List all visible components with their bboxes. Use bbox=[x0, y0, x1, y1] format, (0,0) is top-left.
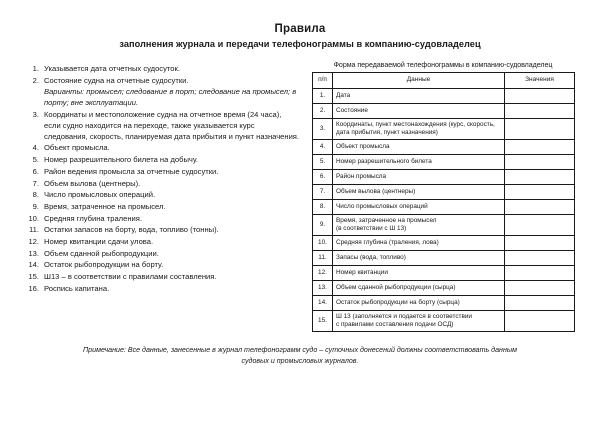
list-item-label: Остаток рыбопродукции на борту. bbox=[44, 260, 164, 270]
row-value-cell[interactable] bbox=[505, 140, 575, 155]
row-number-cell: 13. bbox=[313, 281, 333, 296]
footnote-line-1: Примечание: Все данные, занесенные в журнал телефонограмм судо – суточных донесений должны соответствовать данным bbox=[83, 346, 517, 354]
row-value-cell[interactable] bbox=[505, 185, 575, 200]
list-item-number: 1. bbox=[32, 64, 39, 73]
row-data-line: Запасы (вода, топливо) bbox=[336, 253, 406, 261]
row-value-cell[interactable] bbox=[505, 170, 575, 185]
row-data-cell bbox=[333, 170, 505, 185]
row-data-line: Остаток рыбопродукции на борту (сырца) bbox=[336, 298, 460, 306]
list-item-number: 3. bbox=[32, 109, 39, 119]
row-data-cell bbox=[333, 215, 505, 236]
row-number-cell: 15. bbox=[313, 311, 333, 332]
table-body bbox=[313, 89, 575, 332]
row-number-cell: 12. bbox=[313, 266, 333, 281]
table-row bbox=[313, 236, 575, 251]
table-row bbox=[313, 281, 575, 296]
table-row bbox=[313, 170, 575, 185]
list-item-label: Объем сданной рыбопродукции. bbox=[44, 248, 159, 258]
row-data-line: Номер квитанции bbox=[336, 268, 388, 276]
list-item-label: Номер разрешительного билета на добычу. bbox=[44, 155, 199, 165]
page-title: Правила bbox=[274, 23, 326, 35]
table-row bbox=[313, 311, 575, 332]
list-item-variants: Варианты: промысел; следование в порт; следование на промысел; в порту; вне эксплуатации. bbox=[44, 86, 297, 107]
table-row bbox=[313, 140, 575, 155]
form-table-caption: Форма передаваемой телефонограммы в компанию-судовладелец bbox=[333, 61, 553, 69]
telephonogram-form-table bbox=[312, 72, 575, 332]
list-item-label: Координаты и местоположение судна на отчетное время (24 часа), если судно находится на переходе, также указывается курс следования, скорость, планируемая дата прибытия и пункт назначения. bbox=[44, 109, 300, 141]
list-item-number: 12. bbox=[28, 236, 39, 246]
list-item-number: 10. bbox=[28, 213, 39, 223]
list-item-label: Номер квитанции сдачи улова. bbox=[44, 236, 154, 246]
row-data-cell bbox=[333, 266, 505, 281]
list-item-label: Время, затраченное на промысел. bbox=[44, 201, 166, 211]
list-item bbox=[22, 224, 300, 235]
list-item bbox=[22, 154, 300, 165]
row-value-cell[interactable] bbox=[505, 200, 575, 215]
row-value-cell[interactable] bbox=[505, 266, 575, 281]
list-item-number: 5. bbox=[32, 155, 39, 165]
page-subtitle: заполнения журнала и передачи телефонограммы в компанию-судовладелец bbox=[119, 39, 481, 49]
column-header-num: п/п bbox=[313, 73, 333, 89]
list-item-label: Остатки запасов на борту, вода, топливо (тонны). bbox=[44, 225, 219, 235]
table-row bbox=[313, 251, 575, 266]
list-item-number: 15. bbox=[28, 272, 39, 281]
row-data-cell bbox=[333, 185, 505, 200]
table-head bbox=[313, 73, 575, 89]
list-item-label: Ш13 – в соответствии с правилами составления. bbox=[44, 272, 217, 281]
list-item-number: 4. bbox=[32, 143, 39, 153]
list-item bbox=[22, 213, 300, 224]
row-value-cell[interactable] bbox=[505, 104, 575, 119]
row-data-line: Район промысла bbox=[336, 172, 387, 180]
row-data-cell bbox=[333, 89, 505, 104]
list-item-label: Состояние судна на отчетные судосутки. bbox=[44, 75, 189, 85]
row-value-cell[interactable] bbox=[505, 281, 575, 296]
footnote bbox=[40, 345, 560, 367]
list-item-label: Объем вылова (центнеры). bbox=[44, 178, 141, 188]
list-item bbox=[22, 236, 300, 247]
row-data-cell bbox=[333, 281, 505, 296]
row-data-cell bbox=[333, 311, 505, 332]
table-row bbox=[313, 266, 575, 281]
row-data-cell bbox=[333, 104, 505, 119]
list-item-number: 14. bbox=[28, 260, 39, 270]
table-row bbox=[313, 185, 575, 200]
row-value-cell[interactable] bbox=[505, 155, 575, 170]
row-data-line: Объем сданной рыбопродукции (сырца) bbox=[336, 283, 456, 291]
row-data-line: Ш 13 (заполняется и подается в соответствии bbox=[336, 312, 472, 320]
list-item-number: 16. bbox=[28, 283, 39, 293]
list-item-label: Роспись капитана. bbox=[44, 283, 110, 293]
table-row bbox=[313, 89, 575, 104]
list-item-label: Объект промысла. bbox=[44, 143, 110, 153]
list-item-label: Средняя глубина траления. bbox=[44, 213, 142, 223]
row-value-cell[interactable] bbox=[505, 311, 575, 332]
list-item-number: 13. bbox=[28, 248, 39, 258]
list-item bbox=[22, 189, 300, 200]
list-item bbox=[22, 166, 300, 177]
table-row bbox=[313, 296, 575, 311]
row-number-cell: 5. bbox=[313, 155, 333, 170]
list-item-label: Указывается дата отчетных судосуток. bbox=[44, 64, 180, 73]
list-item-number: 8. bbox=[32, 190, 39, 200]
list-item bbox=[22, 75, 300, 108]
row-data-cell bbox=[333, 200, 505, 215]
row-number-cell: 7. bbox=[313, 185, 333, 200]
table-row bbox=[313, 155, 575, 170]
row-number-cell: 10. bbox=[313, 236, 333, 251]
row-number-cell: 8. bbox=[313, 200, 333, 215]
list-item bbox=[22, 142, 300, 153]
row-value-cell[interactable] bbox=[505, 119, 575, 140]
row-data-cell bbox=[333, 155, 505, 170]
list-item bbox=[22, 283, 300, 294]
row-data-line: дата прибытия, пункт назначения) bbox=[336, 129, 438, 136]
row-data-cell bbox=[333, 251, 505, 266]
row-data-line: Состояние bbox=[336, 106, 368, 114]
rules-list bbox=[22, 63, 300, 294]
row-value-cell[interactable] bbox=[505, 251, 575, 266]
table-row bbox=[313, 119, 575, 140]
list-item bbox=[22, 178, 300, 189]
table-row bbox=[313, 215, 575, 236]
row-number-cell: 3. bbox=[313, 119, 333, 140]
table-header-row bbox=[313, 73, 575, 89]
row-value-cell[interactable] bbox=[505, 215, 575, 236]
row-number-cell: 14. bbox=[313, 296, 333, 311]
row-data-line: с правилами составления подачи ОСД) bbox=[336, 321, 454, 328]
row-value-cell[interactable] bbox=[505, 236, 575, 251]
row-number-cell: 1. bbox=[313, 89, 333, 104]
row-data-cell bbox=[333, 119, 505, 140]
row-data-line: (в соответствии с Ш 13) bbox=[336, 225, 407, 232]
list-item-number: 7. bbox=[32, 178, 39, 188]
row-data-line: Средняя глубина (траления, лова) bbox=[336, 238, 439, 246]
row-data-line: Номер разрешительного билета bbox=[336, 157, 432, 165]
row-data-line: Время, затраченное на промысел bbox=[336, 216, 437, 224]
column-header-data: Данные bbox=[333, 73, 505, 89]
list-item bbox=[22, 248, 300, 259]
row-data-cell bbox=[333, 296, 505, 311]
column-header-value: Значения bbox=[505, 73, 575, 89]
row-data-cell bbox=[333, 236, 505, 251]
list-item-label: Число промысловых операций. bbox=[44, 190, 156, 200]
list-item bbox=[22, 109, 300, 142]
table-row bbox=[313, 200, 575, 215]
row-number-cell: 11. bbox=[313, 251, 333, 266]
row-data-line: Число промысловых операций bbox=[336, 202, 428, 210]
list-item-number: 2. bbox=[32, 75, 39, 85]
list-item-number: 9. bbox=[32, 201, 39, 211]
footnote-line-2: судовых и промысловых журналов. bbox=[241, 357, 359, 365]
row-value-cell[interactable] bbox=[505, 296, 575, 311]
list-item bbox=[22, 259, 300, 270]
row-number-cell: 4. bbox=[313, 140, 333, 155]
list-item-label: Район ведения промысла за отчетные судосутки. bbox=[44, 166, 219, 176]
table-row bbox=[313, 104, 575, 119]
list-item-number: 6. bbox=[32, 166, 39, 176]
form-table-section bbox=[312, 61, 574, 332]
row-data-line: Объект промысла bbox=[336, 142, 390, 150]
title-block bbox=[0, 22, 600, 51]
row-data-cell bbox=[333, 140, 505, 155]
list-item bbox=[22, 63, 300, 74]
row-data-line: Объем вылова (центнеры) bbox=[336, 187, 416, 195]
row-data-line: Дата bbox=[336, 91, 351, 99]
list-item bbox=[22, 271, 300, 282]
row-number-cell: 9. bbox=[313, 215, 333, 236]
list-item bbox=[22, 201, 300, 212]
row-data-line: Координаты, пункт местонахождения (курс, скорость, bbox=[336, 120, 495, 128]
row-number-cell: 6. bbox=[313, 170, 333, 185]
row-number-cell: 2. bbox=[313, 104, 333, 119]
row-value-cell[interactable] bbox=[505, 89, 575, 104]
list-item-number: 11. bbox=[29, 225, 39, 235]
